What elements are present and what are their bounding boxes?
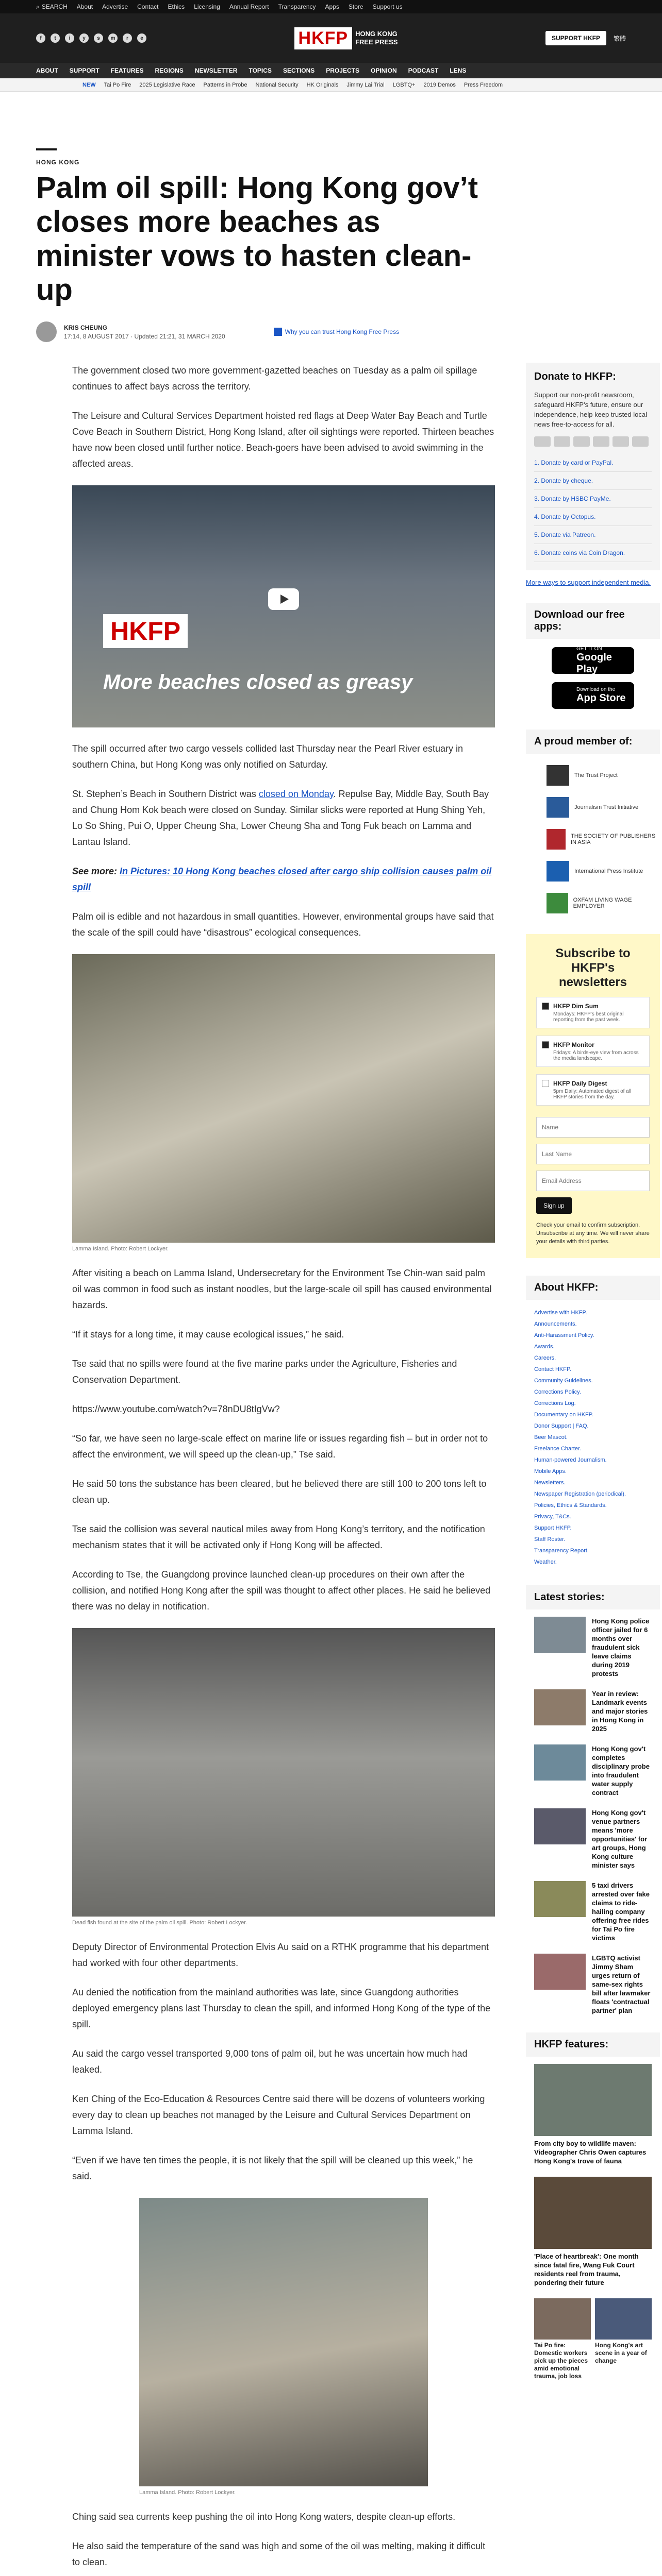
about-link[interactable]: Policies, Ethics & Standards.: [534, 1502, 607, 1509]
donate-option[interactable]: 3. Donate by HSBC PayMe.: [534, 490, 652, 508]
about-link[interactable]: Support HKFP.: [534, 1525, 572, 1531]
feature-thumbnail: [534, 2064, 652, 2136]
see-more: See more: In Pictures: 10 Hong Kong beaches closed after cargo ship collision causes palm oil spill: [72, 866, 492, 892]
search-toggle[interactable]: ⌕ SEARCH: [36, 3, 68, 10]
feature-thumbnail: [595, 2298, 652, 2340]
about-link[interactable]: Contact HKFP.: [534, 1366, 571, 1372]
checkbox[interactable]: [542, 1080, 549, 1087]
topbar-link-support[interactable]: Support us: [372, 3, 403, 10]
paragraph: Ken Ching of the Eco-Education & Resources Centre said there will be dozens of volunteers working every day to clean up beaches not managed by the Leisure and Cultural Services Department on Lamma Island.: [72, 2094, 485, 2136]
newsletter-title: Subscribe to HKFP's newsletters: [555, 946, 631, 989]
about-link[interactable]: Awards.: [534, 1344, 555, 1350]
topbar-link-licensing[interactable]: Licensing: [194, 3, 220, 10]
nav-projects[interactable]: PROJECTS: [326, 67, 359, 74]
app-store-badge[interactable]: Download on the App Store: [552, 682, 634, 709]
topbar-link-apps[interactable]: Apps: [325, 3, 339, 10]
logo-text: HONG KONG FREE PRESS: [355, 30, 398, 46]
paragraph: Palm oil is edible and not hazardous in small quantities. However, environmental groups have said that the scale of the spill could have “disastrous” ecological consequences.: [72, 911, 494, 938]
topbar-link-store[interactable]: Store: [348, 3, 363, 10]
sopa-logo: [547, 829, 566, 850]
title-rule: [36, 148, 57, 150]
about-links: [526, 1307, 660, 1568]
about-link[interactable]: Newsletters.: [534, 1480, 566, 1486]
site-logo[interactable]: [294, 27, 398, 49]
trust-icon: [274, 328, 282, 336]
trending-link[interactable]: Jimmy Lai Trial: [346, 81, 385, 88]
social-links: [36, 33, 146, 43]
trending-link[interactable]: Press Freedom: [464, 81, 503, 88]
photo-caption: Lamma Island. Photo: Robert Lockyer.: [139, 2489, 236, 2496]
latest-story[interactable]: Hong Kong gov't venue partners means 'more opportunities' for art groups, Hong Kong culture minister says: [534, 1808, 652, 1870]
paypal-icon: [593, 436, 609, 447]
brand-header: [0, 13, 662, 63]
feature-thumbnail: [534, 2177, 652, 2249]
article-photo: [72, 954, 495, 1243]
feature-story[interactable]: 'Place of heartbreak': One month since fatal fire, Wang Fuk Court residents reel from trauma, pondering their future: [534, 2177, 652, 2287]
ipi-logo: [547, 861, 569, 882]
about-link[interactable]: Announcements.: [534, 1321, 577, 1327]
latest-story[interactable]: LGBTQ activist Jimmy Sham urges return of same-sex rights bill after lawmaker floats 'contractual partner' plan: [534, 1954, 652, 2015]
checkbox[interactable]: [542, 1003, 549, 1010]
about-link[interactable]: Weather.: [534, 1559, 557, 1565]
octopus-icon: [632, 436, 649, 447]
donate-options: [534, 454, 652, 562]
main-navigation: [0, 63, 662, 78]
google-play-badge[interactable]: GET IT ON Google Play: [552, 647, 634, 674]
payme-icon: [613, 436, 629, 447]
about-link[interactable]: Human-powered Journalism.: [534, 1457, 607, 1463]
video-title: More beaches closed as greasy: [103, 671, 413, 693]
nav-sections[interactable]: SECTIONS: [283, 67, 315, 74]
paragraph: The government closed two more government-gazetted beaches on Tuesday as a palm oil spillage continues to affect bays across the territory.: [72, 365, 477, 392]
byline: [36, 321, 626, 342]
amex-icon: [573, 436, 590, 447]
about-link[interactable]: Corrections Policy.: [534, 1389, 581, 1395]
support-hkfp-button[interactable]: SUPPORT HKFP: [545, 31, 606, 45]
paragraph: “Even if we have ten times the people, it is not likely that the spill will be cleaned up this week,” he said.: [72, 2155, 473, 2181]
topbar-link-transparency[interactable]: Transparency: [278, 3, 316, 10]
story-thumbnail: [534, 1617, 586, 1653]
about-link[interactable]: Freelance Charter.: [534, 1446, 582, 1452]
partner-logo[interactable]: The Trust Project: [547, 765, 660, 786]
nav-podcast[interactable]: PODCAST: [408, 67, 439, 74]
youtube-icon[interactable]: y: [79, 33, 89, 43]
trending-bar: [0, 78, 662, 92]
paragraph: Au said the cargo vessel transported 9,000 tons of palm oil, but he was uncertain how much had leaked.: [72, 2048, 468, 2075]
video-player[interactable]: [72, 485, 495, 727]
paragraph: “If it stays for a long time, it may cause ecological issues,” he said.: [72, 1329, 344, 1340]
email-icon[interactable]: e: [137, 33, 146, 43]
about-link[interactable]: Advertise with HKFP.: [534, 1310, 587, 1316]
trust-link[interactable]: Why you can trust Hong Kong Free Press: [274, 328, 399, 336]
partner-logo[interactable]: International Press Institute: [547, 861, 660, 882]
nav-topics[interactable]: TOPICS: [249, 67, 272, 74]
author-meta: [64, 324, 225, 340]
latest-story[interactable]: 5 taxi drivers arrested over fake claims to ride-hailing company offering free rides for Tai Po fire victims: [534, 1881, 652, 1942]
story-thumbnail: [534, 1954, 586, 1990]
closed-on-monday-link[interactable]: closed on Monday: [258, 789, 334, 799]
feature-story[interactable]: From city boy to wildlife maven: Videographer Chris Owen captures Hong Kong's trove of fauna: [534, 2064, 652, 2165]
last-name-field[interactable]: [536, 1144, 650, 1164]
sign-up-button[interactable]: Sign up: [536, 1197, 572, 1214]
partner-logo[interactable]: THE SOCIETY OF PUBLISHERS IN ASIA: [547, 829, 660, 850]
about-link[interactable]: Beer Mascot.: [534, 1434, 568, 1440]
trending-link[interactable]: National Security: [255, 81, 299, 88]
paragraph: The spill occurred after two cargo vessels collided last Thursday near the Pearl River estuary in southern China, but Hong Kong was only notified on Saturday.: [72, 743, 464, 770]
about-link[interactable]: Newspaper Registration (periodical).: [534, 1491, 626, 1497]
nav-newsletter[interactable]: NEWSLETTER: [194, 67, 238, 74]
topbar-link-annual-report[interactable]: Annual Report: [229, 3, 269, 10]
search-icon: ⌕: [36, 3, 40, 10]
nav-lens[interactable]: LENS: [450, 67, 467, 74]
nav-regions[interactable]: REGIONS: [155, 67, 184, 74]
topbar-link-contact[interactable]: Contact: [137, 3, 159, 10]
latest-story[interactable]: Hong Kong gov't completes disciplinary probe into fraudulent water supply contract: [534, 1744, 652, 1797]
donate-option[interactable]: 1. Donate by card or PayPal.: [534, 454, 652, 472]
play-icon[interactable]: [268, 588, 299, 610]
latest-story[interactable]: Hong Kong police officer jailed for 6 months over fraudulent sick leave claims during 2019 protests: [534, 1617, 652, 1678]
story-thumbnail: [534, 1808, 586, 1844]
author-name[interactable]: KRIS CHEUNG: [64, 324, 108, 331]
latest-story[interactable]: Year in review: Landmark events and major stories in Hong Kong in 2025: [534, 1689, 652, 1733]
partners-title: A proud member of:: [526, 730, 660, 754]
logo-mark: HKFP: [294, 27, 353, 49]
about-link[interactable]: Documentary on HKFP.: [534, 1412, 593, 1418]
trending-link[interactable]: Patterns in Probe: [203, 81, 247, 88]
paragraph: According to Tse, the Guangdong province launched clean-up procedures on their own after the collision, and notified Hong Kong after the spill was thought to affect other places. He said he believed there was no delay in notification.: [72, 1569, 491, 1612]
partner-logo[interactable]: Journalism Trust Initiative: [547, 797, 660, 818]
jti-logo: [547, 797, 569, 818]
paragraph: Deputy Director of Environmental Protection Elvis Au said on a RTHK programme that his department had worked with four other departments.: [72, 1942, 489, 1968]
name-field[interactable]: [536, 1117, 650, 1138]
newsletter-option[interactable]: HKFP Daily Digest 5pm Daily: Automated digest of all HKFP stories from the day.: [536, 1074, 650, 1106]
features-title: HKFP features:: [526, 2032, 660, 2057]
article-category[interactable]: HONG KONG: [36, 159, 80, 166]
apps-title: Download our free apps:: [526, 603, 660, 639]
about-title: About HKFP:: [526, 1276, 660, 1300]
substack-icon[interactable]: s: [94, 33, 103, 43]
new-label: NEW: [82, 81, 96, 88]
paragraph: The Leisure and Cultural Services Department hoisted red flags at Deep Water Bay Beach and Turtle Cove Beach in Southern District, Hong Kong Island, after oil sightings were reported. Thirteen beaches have now been closed until further notice. Beach-goers have been advised to avoid swimming in the affected areas.: [72, 411, 494, 469]
about-link[interactable]: Corrections Log.: [534, 1400, 576, 1406]
oxfam-logo: [547, 893, 568, 913]
facebook-icon[interactable]: f: [36, 33, 45, 43]
story-thumbnail: [534, 1744, 586, 1781]
donate-option[interactable]: 2. Donate by cheque.: [534, 472, 652, 490]
paragraph: Ching said sea currents keep pushing the oil into Hong Kong waters, despite clean-up efforts.: [72, 2512, 456, 2522]
photo-caption: Lamma Island. Photo: Robert Lockyer.: [72, 1246, 169, 1252]
sidebar: [526, 363, 660, 2392]
content-area: [36, 363, 656, 2576]
mastodon-icon[interactable]: m: [108, 33, 118, 43]
about-link[interactable]: Anti-Harassment Policy.: [534, 1332, 594, 1338]
nav-support[interactable]: SUPPORT: [69, 67, 100, 74]
latest-title: Latest stories:: [526, 1585, 660, 1609]
story-thumbnail: [534, 1689, 586, 1725]
paragraph: After visiting a beach on Lamma Island, Undersecretary for the Environment Tse Chin-wan said palm oil was common in food such as instant noodles, but the large-scale oil spill has caused environmental hazards.: [72, 1268, 492, 1310]
trending-link[interactable]: Tai Po Fire: [104, 81, 131, 88]
trust-project-logo: [547, 765, 569, 786]
feature-thumbnail: [534, 2298, 591, 2340]
trending-link[interactable]: 2025 Legislative Race: [139, 81, 195, 88]
article-title: Palm oil spill: Hong Kong gov’t closes more beaches as minister vows to hasten clean-up: [36, 171, 478, 307]
newsletter-option[interactable]: HKFP Dim Sum Mondays: HKFP's best original reporting from the past week.: [536, 997, 650, 1028]
instagram-icon[interactable]: i: [65, 33, 74, 43]
newsletter-signup: [526, 934, 660, 1258]
topbar-link-about[interactable]: About: [76, 3, 93, 10]
payment-icons: [534, 436, 652, 447]
trending-link[interactable]: LGBTQ+: [392, 81, 416, 88]
about-link[interactable]: Privacy, T&Cs.: [534, 1514, 571, 1520]
topbar-link-advertise[interactable]: Advertise: [102, 3, 128, 10]
donate-option[interactable]: 5. Donate via Patreon.: [534, 526, 652, 544]
mastercard-icon: [554, 436, 570, 447]
more-ways-link[interactable]: More ways to support independent media.: [526, 579, 651, 586]
paragraph: Au denied the notification from the mainland authorities was late, since Guangdong authorities deployed emergency plans last Thursday to clean the spill, and informed Hong Kong of the type of the spill.: [72, 1987, 491, 2029]
nav-opinion[interactable]: OPINION: [370, 67, 397, 74]
donate-title: Donate to HKFP:: [534, 371, 652, 383]
paragraph: “So far, we have seen no large-scale effect on marine life or issues regarding fish – but in order not to affect the environment, we will speed up the clean-up,” Tse said.: [72, 1433, 488, 1460]
donate-text: Support our non-profit newsroom, safeguard HKFP's future, ensure our independence, help keep trusted local news free-to-access for all.: [534, 391, 647, 428]
checkbox[interactable]: [542, 1041, 549, 1048]
story-thumbnail: [534, 1881, 586, 1917]
paragraph: He said 50 tons the substance has been cleared, but he believed there are still 100 to 200 tons left to clean up.: [72, 1479, 487, 1505]
feature-story[interactable]: Tai Po fire: Domestic workers pick up the pieces amid emotional trauma, job loss: [534, 2298, 591, 2380]
brand-actions: [545, 31, 626, 45]
video-logo: HKFP: [103, 614, 188, 648]
newsletter-note: Check your email to confirm subscription. Unsubscribe at any time. We will never share your details with third parties.: [536, 1222, 650, 1245]
visa-icon: [534, 436, 551, 447]
nav-features[interactable]: FEATURES: [110, 67, 144, 74]
top-utility-bar: [0, 0, 662, 13]
see-more-link[interactable]: In Pictures: 10 Hong Kong beaches closed after cargo ship collision causes palm oil spill: [72, 866, 492, 892]
about-link[interactable]: Careers.: [534, 1355, 556, 1361]
about-link[interactable]: Staff Roster.: [534, 1536, 566, 1543]
paragraph: St. Stephen’s Beach in Southern District was closed on Monday. Repulse Bay, Middle Bay, South Bay and Chung Hom Kok beach were closed on Sunday. Similar slicks were reported at Hung Shing Yeh, Lo So Shing, Pui O, Upper Cheung Sha, Lower Cheung Sha and Tong Fuk beach on Lamma and Lantau Island.: [72, 789, 489, 847]
trending-link[interactable]: HK Originals: [306, 81, 339, 88]
about-link[interactable]: Mobile Apps.: [534, 1468, 567, 1475]
x-icon[interactable]: t: [51, 33, 60, 43]
about-link[interactable]: Donor Support | FAQ.: [534, 1423, 589, 1429]
topbar-link-ethics[interactable]: Ethics: [168, 3, 185, 10]
article-photo: [139, 2198, 428, 2486]
article-body: [72, 363, 495, 2576]
about-link[interactable]: Community Guidelines.: [534, 1378, 593, 1384]
author-avatar: [36, 321, 57, 342]
paragraph: Tse said the collision was several nautical miles away from Hong Kong’s territory, and the notification mechanism states that it will be activated only if Hong Kong will be affected.: [72, 1524, 485, 1550]
paragraph: https://www.youtube.com/watch?v=78nDU8tIgVw?: [72, 1404, 280, 1414]
nav-about[interactable]: ABOUT: [36, 67, 58, 74]
about-link[interactable]: Transparency Report.: [534, 1548, 589, 1554]
paragraph: Tse said that no spills were found at the five marine parks under the Agriculture, Fisheries and Conservation Department.: [72, 1359, 457, 1385]
feature-story[interactable]: Hong Kong's art scene in a year of change: [595, 2298, 652, 2380]
publish-dates: 17:14, 8 AUGUST 2017 · Updated 21:21, 31 MARCH 2020: [64, 332, 225, 340]
page-container: [0, 148, 662, 2576]
trending-link[interactable]: 2019 Demos: [423, 81, 456, 88]
partner-logo[interactable]: OXFAM LIVING WAGE EMPLOYER: [547, 893, 660, 913]
rss-icon[interactable]: r: [123, 33, 132, 43]
photo-caption: Dead fish found at the site of the palm oil spill. Photo: Robert Lockyer.: [72, 1920, 247, 1926]
donate-box: [526, 363, 660, 570]
article-photo: [72, 1628, 495, 1917]
donate-option[interactable]: 4. Donate by Octopus.: [534, 508, 652, 526]
paragraph: He also said the temperature of the sand was high and some of the oil was melting, making it difficult to clean.: [72, 2541, 486, 2567]
feature-row: [534, 2298, 652, 2380]
donate-option[interactable]: 6. Donate coins via Coin Dragon.: [534, 544, 652, 562]
language-switch[interactable]: 繁體: [613, 35, 626, 42]
email-field[interactable]: [536, 1171, 650, 1191]
newsletter-option[interactable]: HKFP Monitor Fridays: A birds-eye view from across the media landscape.: [536, 1036, 650, 1067]
